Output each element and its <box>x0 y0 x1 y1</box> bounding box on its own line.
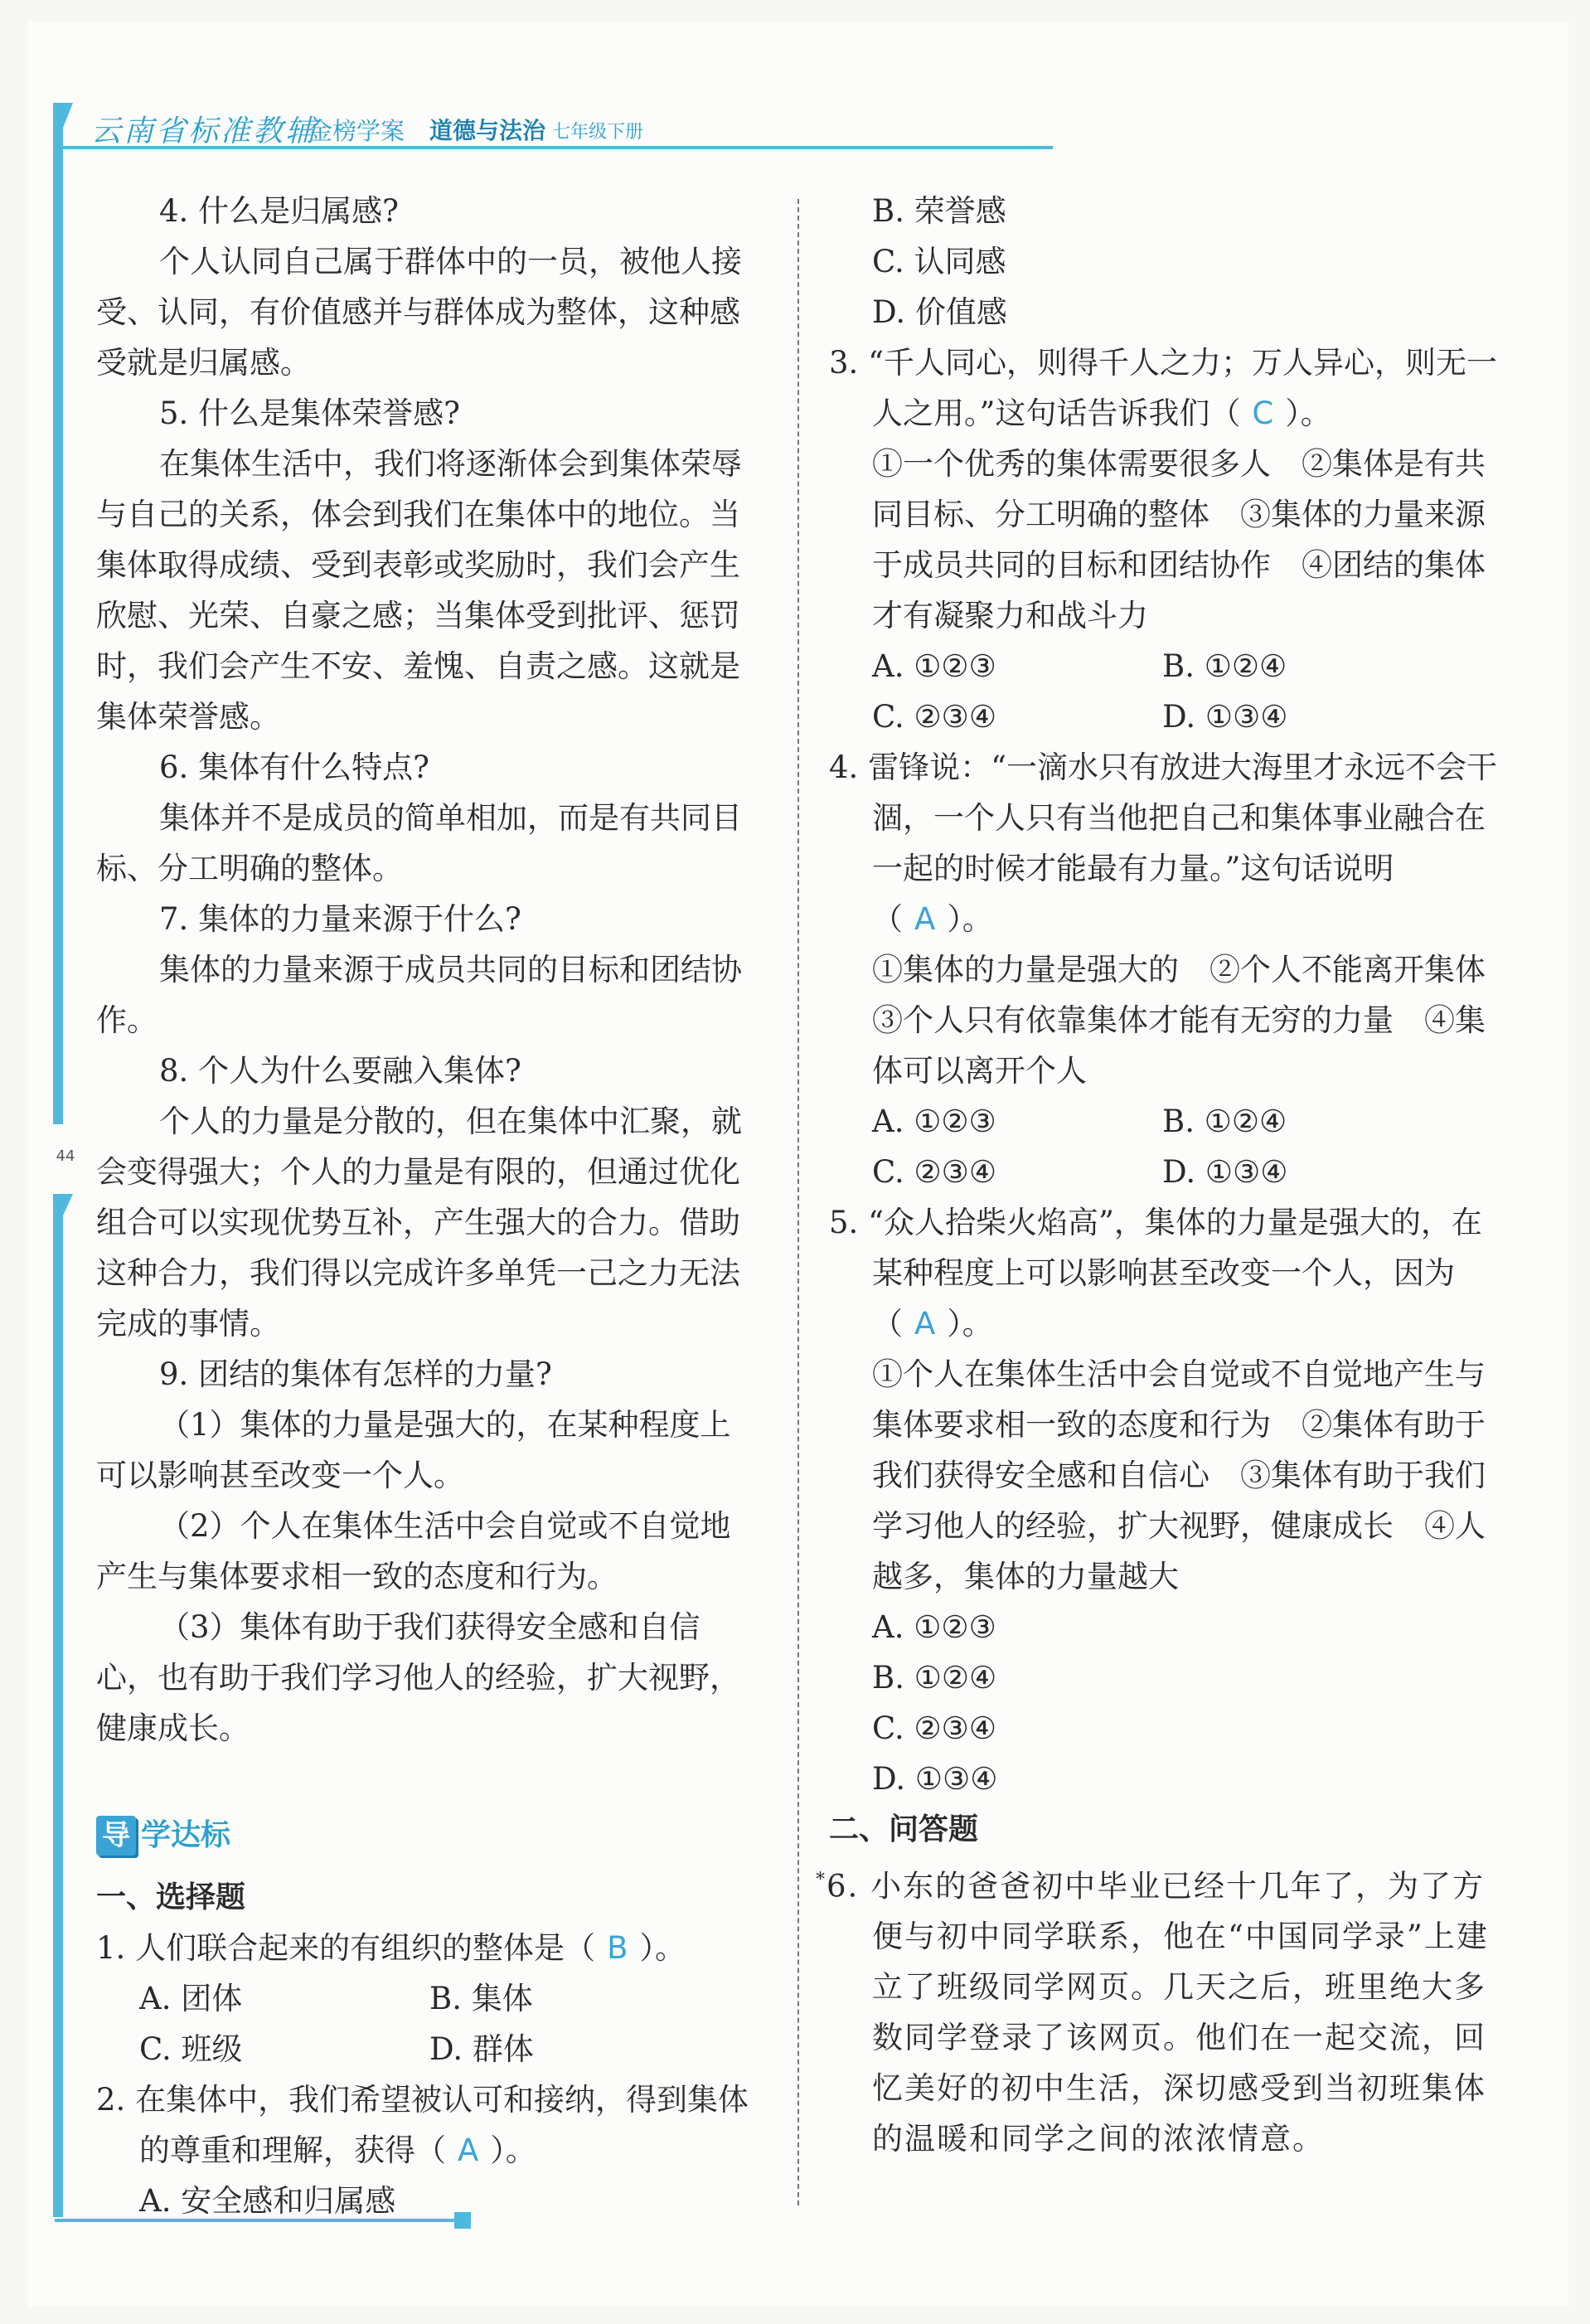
option: D. ①③④ <box>872 1761 998 1797</box>
mc-question-3: 3. “千人同心，则得千人之力；万人异心，则无一人之用。”这句话告诉我们（ C ）。 <box>829 345 1497 431</box>
section-badge <box>96 1810 230 1861</box>
answer-paragraph: 个人认同自己属于群体中的一员，被他人接受、认同，有价值感并与群体成为整体，这种感受就是归属感。 <box>96 244 742 381</box>
answer-mark: A <box>914 1306 936 1342</box>
question-title: 8. 个人为什么要融入集体? <box>159 1053 521 1089</box>
mc-question-1: 1. 人们联合起来的有组织的整体是（ B ）。 <box>96 1930 686 1966</box>
left-column <box>96 186 759 2226</box>
header-subject: 道德与法治 <box>429 117 546 144</box>
options-row <box>96 2024 759 2074</box>
options-row <box>829 1147 1505 1197</box>
option: A. ①②③ <box>872 1609 996 1645</box>
star-mark: * <box>816 1870 827 1890</box>
mc-question-2: 2. 在集体中，我们希望被认可和接纳，得到集体的尊重和理解，获得（ A ）。 <box>96 2082 749 2168</box>
question-title: 4. 什么是归属感? <box>159 193 399 229</box>
statement-list: ①一个优秀的集体需要很多人 ②集体是有共同目标、分工明确的整体 ③集体的力量来源于成员共同的目标和团结协作 ④团结的集体才有凝聚力和战斗力 <box>872 446 1486 633</box>
page-number: 44 <box>56 1147 75 1165</box>
options-row <box>96 1973 759 2024</box>
section-heading: 一、选择题 <box>96 1880 246 1914</box>
option: A. ①②③ <box>872 648 996 684</box>
options-row <box>829 1096 1505 1147</box>
badge-icon: 导 <box>96 1816 136 1856</box>
answer-mark: C <box>1252 395 1274 431</box>
option: C. 认同感 <box>872 244 1006 279</box>
option: C. ②③④ <box>872 699 997 735</box>
option: D. ①③④ <box>1162 1154 1288 1190</box>
option: A. 安全感和归属感 <box>139 2183 396 2219</box>
answer-paragraph: 在集体生活中，我们将逐渐体会到集体荣辱与自己的关系，体会到我们在集体中的地位。当集体取得成绩、受到表彰或奖励时，我们会产生欣慰、光荣、自豪之感；当集体受到批评、惩罚时，我们会产生不安、羞愧、自责之感。这就是集体荣誉感。 <box>96 446 742 735</box>
options-row <box>829 691 1505 742</box>
answer-paragraph: 集体并不是成员的简单相加，而是有共同目标、分工明确的整体。 <box>96 800 742 886</box>
options-row <box>829 641 1505 691</box>
essay-question-6: *6. 小东的爸爸初中毕业已经十几年了，为了方便与初中同学联系，他在“中国同学录”上建立了班级同学网页。几天之后，班里绝大多数同学登录了该网页。他们在一起交流，回忆美好的初中生活，深切感受到当初班集体的温暖和同学之间的浓浓情意。 <box>816 1868 1489 2157</box>
answer-paragraph: （2）个人在集体生活中会自觉或不自觉地产生与集体要求相一致的态度和行为。 <box>96 1508 731 1594</box>
option: B. ①②④ <box>1162 1104 1287 1139</box>
option: B. 荣誉感 <box>872 193 1006 229</box>
right-column <box>816 186 1516 2164</box>
option: D. ①③④ <box>1162 699 1288 735</box>
header-series: 云南省标准教辅 <box>91 114 318 148</box>
answer-mark: A <box>914 901 936 937</box>
section-heading: 二、问答题 <box>829 1812 979 1846</box>
mc-question-4: 4. 雷锋说：“一滴水只有放进大海里才永远不会干涸，一个人只有当他把自己和集体事业融合在一起的时候才能最有力量。”这句话说明（ A ）。 <box>829 750 1497 937</box>
option: B. ①②④ <box>1162 648 1287 684</box>
option: A. 团体 <box>139 1981 243 2016</box>
option: D. 群体 <box>429 2031 534 2067</box>
answer-paragraph: （3）集体有助于我们获得安全感和自信心，也有助于我们学习他人的经验，扩大视野，健康成长。 <box>96 1609 740 1746</box>
option: B. 集体 <box>429 1981 533 2016</box>
badge-title: 学达标 <box>141 1818 231 1852</box>
header-book: 金榜学案 <box>308 117 405 145</box>
question-title: 6. 集体有什么特点? <box>159 750 429 785</box>
option: A. ①②③ <box>872 1104 996 1139</box>
option: C. 班级 <box>139 2031 243 2067</box>
rail-top <box>53 106 63 1124</box>
answer-mark: A <box>458 2132 479 2168</box>
option: C. ②③④ <box>872 1710 997 1746</box>
option: D. 价值感 <box>872 294 1007 330</box>
option: C. ②③④ <box>872 1154 997 1190</box>
answer-paragraph: 集体的力量来源于成员共同的目标和团结协作。 <box>96 952 742 1038</box>
option: B. ①②④ <box>872 1660 997 1696</box>
answer-mark: B <box>607 1930 628 1966</box>
question-title: 9. 团结的集体有怎样的力量? <box>159 1356 552 1392</box>
mc-question-5: 5. “众人拾柴火焰高”，集体的力量是强大的，在某种程度上可以影响甚至改变一个人，因为（ A ）。 <box>829 1205 1482 1342</box>
answer-paragraph: （1）集体的力量是强大的，在某种程度上可以影响甚至改变一个人。 <box>96 1407 731 1493</box>
question-title: 7. 集体的力量来源于什么? <box>159 901 521 937</box>
statement-list: ①个人在集体生活中会自觉或不自觉地产生与集体要求相一致的态度和行为 ②集体有助于我们获得安全感和自信心 ③集体有助于我们学习他人的经验，扩大视野，健康成长 ④人越多，集体的力量越大 <box>872 1356 1486 1594</box>
answer-paragraph: 个人的力量是分散的，但在集体中汇聚，就会变得强大；个人的力量是有限的，但通过优化组合可以实现优势互补，产生强大的合力。借助这种合力，我们得以完成许多单凭一己之力无法完成的事情。 <box>96 1104 742 1342</box>
column-divider <box>797 199 799 2205</box>
spacer <box>96 1754 759 1803</box>
question-title: 5. 什么是集体荣誉感? <box>159 395 460 431</box>
header-grade: 七年级下册 <box>552 122 644 143</box>
rail-bottom <box>53 1199 63 2217</box>
statement-list: ①集体的力量是强大的 ②个人不能离开集体 ③个人只有依靠集体才能有无穷的力量 ④集体可以离开个人 <box>872 952 1516 1089</box>
